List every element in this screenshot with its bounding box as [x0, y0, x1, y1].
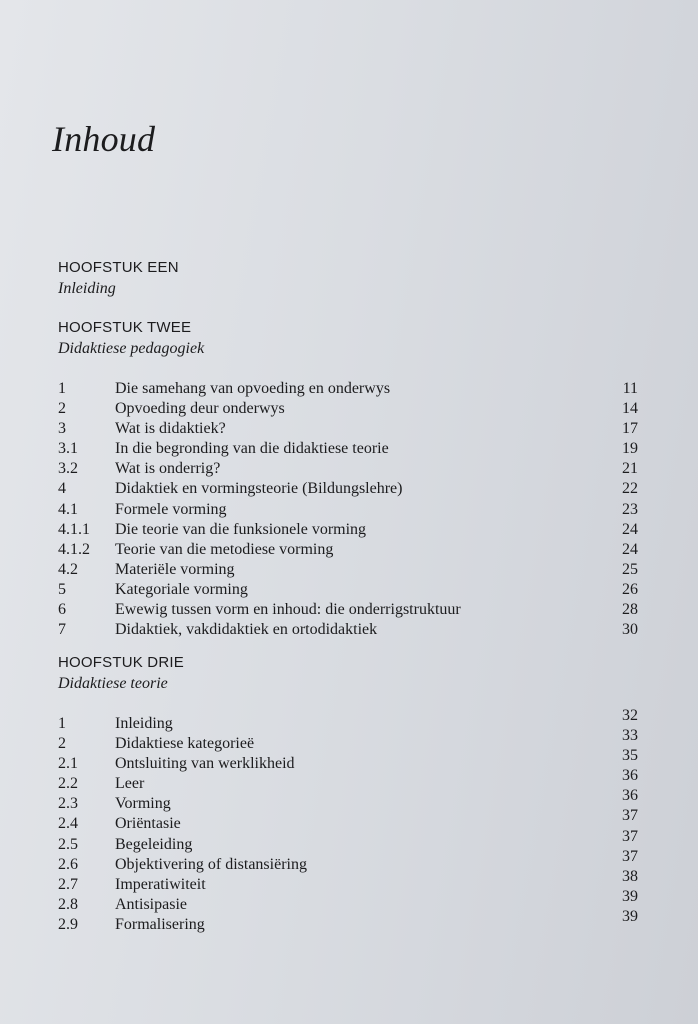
toc-entry [58, 419, 638, 439]
toc-entry-page: 37 [622, 847, 638, 865]
toc-entry [58, 459, 638, 479]
toc-entry-title: Vorming [115, 795, 171, 813]
toc-entry [58, 807, 638, 834]
toc-entry [58, 827, 638, 855]
toc-entry [58, 707, 638, 734]
toc-entry-list [58, 379, 638, 640]
toc-entry-title: Ewewig tussen vorm en inhoud: die onderrigstruktuur [115, 601, 461, 619]
toc-entry-title: Die teorie van die funksionele vorming [115, 520, 367, 538]
toc-entry-page: 37 [622, 827, 638, 845]
chapter-subtitle: Didaktiese pedagogiek [58, 340, 205, 357]
toc-entry [58, 747, 638, 774]
toc-entry-page: 37 [622, 807, 638, 825]
toc-entry-title: Oriëntasie [115, 815, 181, 833]
toc-entry-number: 2.1 [58, 755, 78, 773]
toc-entry-page: 28 [622, 601, 638, 619]
toc-entry-page: 32 [622, 707, 638, 724]
toc-entry [58, 787, 638, 814]
toc-entry-page: 33 [622, 727, 638, 745]
toc-entry-title: Die samehang van opvoeding en onderwys [115, 380, 391, 397]
toc-entry-page: 21 [622, 460, 638, 478]
chapter-subtitle: Inleiding [58, 280, 116, 297]
toc-entry-number: 2 [58, 400, 66, 418]
toc-entry-page: 36 [622, 787, 638, 805]
toc-entry-number: 3 [58, 420, 66, 438]
toc-entry-title: Materiële vorming [115, 560, 235, 578]
toc-entry-page: 22 [622, 480, 638, 498]
toc-entry [58, 379, 638, 399]
toc-entry-page: 39 [622, 887, 638, 905]
toc-entry-number: 2.5 [58, 835, 78, 853]
toc-entry-number: 7 [58, 621, 66, 639]
toc-entry [58, 767, 638, 794]
toc-entry-title: Leer [115, 775, 145, 793]
toc-entry [58, 620, 638, 640]
toc-entry-number: 4.1.2 [58, 540, 90, 558]
toc-entry-page: 35 [622, 747, 638, 765]
toc-entry-number: 3.2 [58, 460, 78, 478]
chapter-two [58, 318, 638, 640]
toc-entry-number: 1 [58, 380, 66, 397]
toc-entry-number: 2 [58, 735, 66, 753]
chapter-subtitle: Didaktiese teorie [58, 675, 168, 692]
toc-entry-page: 11 [622, 380, 638, 397]
toc-entry-title: Imperatiwiteit [115, 875, 206, 893]
toc-entry-page: 14 [622, 400, 638, 418]
chapter-heading: HOOFSTUK TWEE [58, 319, 192, 336]
toc-entry-number: 2.7 [58, 875, 78, 893]
toc-entry-title: Antisipasie [115, 895, 187, 913]
toc-entry-number: 2.4 [58, 815, 78, 833]
chapter-heading: HOOFSTUK EEN [58, 259, 179, 276]
toc-entry-title: Inleiding [115, 715, 173, 732]
toc-entry [58, 439, 638, 459]
chapter-one [58, 258, 638, 300]
toc-entry-page: 38 [622, 867, 638, 885]
page-title: Inhoud [52, 119, 156, 159]
toc-entry-page: 36 [622, 767, 638, 785]
toc-entry-title: Didaktiek en vormingsteorie (Bildungslehre) [115, 480, 403, 498]
toc-entry [58, 479, 638, 499]
toc-entry-page: 19 [622, 440, 638, 458]
toc-entry-title: Wat is didaktiek? [115, 420, 226, 438]
toc-entry [58, 560, 638, 580]
toc-entry-number: 5 [58, 580, 66, 598]
toc-entry-title: Begeleiding [115, 835, 193, 853]
toc-entry [58, 580, 638, 600]
toc-entry-title: Ontsluiting van werklikheid [115, 755, 295, 773]
toc-entry-number: 2.6 [58, 855, 78, 873]
toc-entry-page: 23 [622, 500, 638, 518]
toc-entry-title: Objektivering of distansiëring [115, 855, 307, 873]
toc-entry-title: Kategoriale vorming [115, 580, 248, 598]
toc-entry-title: Opvoeding deur onderwys [115, 400, 285, 418]
toc-entry-number: 4.1.1 [58, 520, 90, 538]
toc-entry-page: 24 [622, 540, 638, 558]
toc-entry [58, 500, 638, 520]
toc-entry-list [58, 707, 638, 935]
toc-entry [58, 847, 638, 875]
toc-entry [58, 907, 638, 935]
toc-entry [58, 600, 638, 620]
toc-entry-page: 17 [622, 420, 638, 438]
toc-entry-page: 25 [622, 560, 638, 578]
toc-entry-number: 3.1 [58, 440, 78, 458]
toc-entry-number: 4 [58, 480, 66, 498]
toc-entry-title: Formele vorming [115, 500, 227, 518]
toc-entry-title: In die begronding van die didaktiese teorie [115, 440, 389, 458]
toc-entry-number: 1 [58, 715, 66, 732]
toc-entry [58, 399, 638, 419]
toc-entry [58, 540, 638, 560]
chapter-heading: HOOFSTUK DRIE [58, 654, 184, 671]
toc-entry-number: 2.8 [58, 895, 78, 913]
toc-entry [58, 867, 638, 895]
toc-entry-number: 2.3 [58, 795, 78, 813]
toc-entry-title: Formalisering [115, 915, 205, 933]
toc-entry-title: Didaktiese kategorieë [115, 735, 255, 753]
toc-entry-page: 30 [622, 621, 638, 639]
chapter-three [58, 653, 638, 935]
toc-entry-title: Wat is onderrig? [115, 460, 221, 478]
toc-entry [58, 520, 638, 540]
toc-entry-number: 2.9 [58, 915, 78, 933]
toc-entry-number: 6 [58, 601, 66, 619]
toc-entry-page: 26 [622, 580, 638, 598]
toc-entry-title: Didaktiek, vakdidaktiek en ortodidaktiek [115, 621, 378, 639]
toc-entry-number: 4.1 [58, 500, 78, 518]
toc-entry-page: 24 [622, 520, 638, 538]
toc-entry-number: 4.2 [58, 560, 78, 578]
toc-entry-page: 39 [622, 907, 638, 925]
toc-entry [58, 727, 638, 754]
toc-entry-number: 2.2 [58, 775, 78, 793]
toc-entry [58, 887, 638, 915]
toc-entry-title: Teorie van die metodiese vorming [115, 540, 334, 558]
